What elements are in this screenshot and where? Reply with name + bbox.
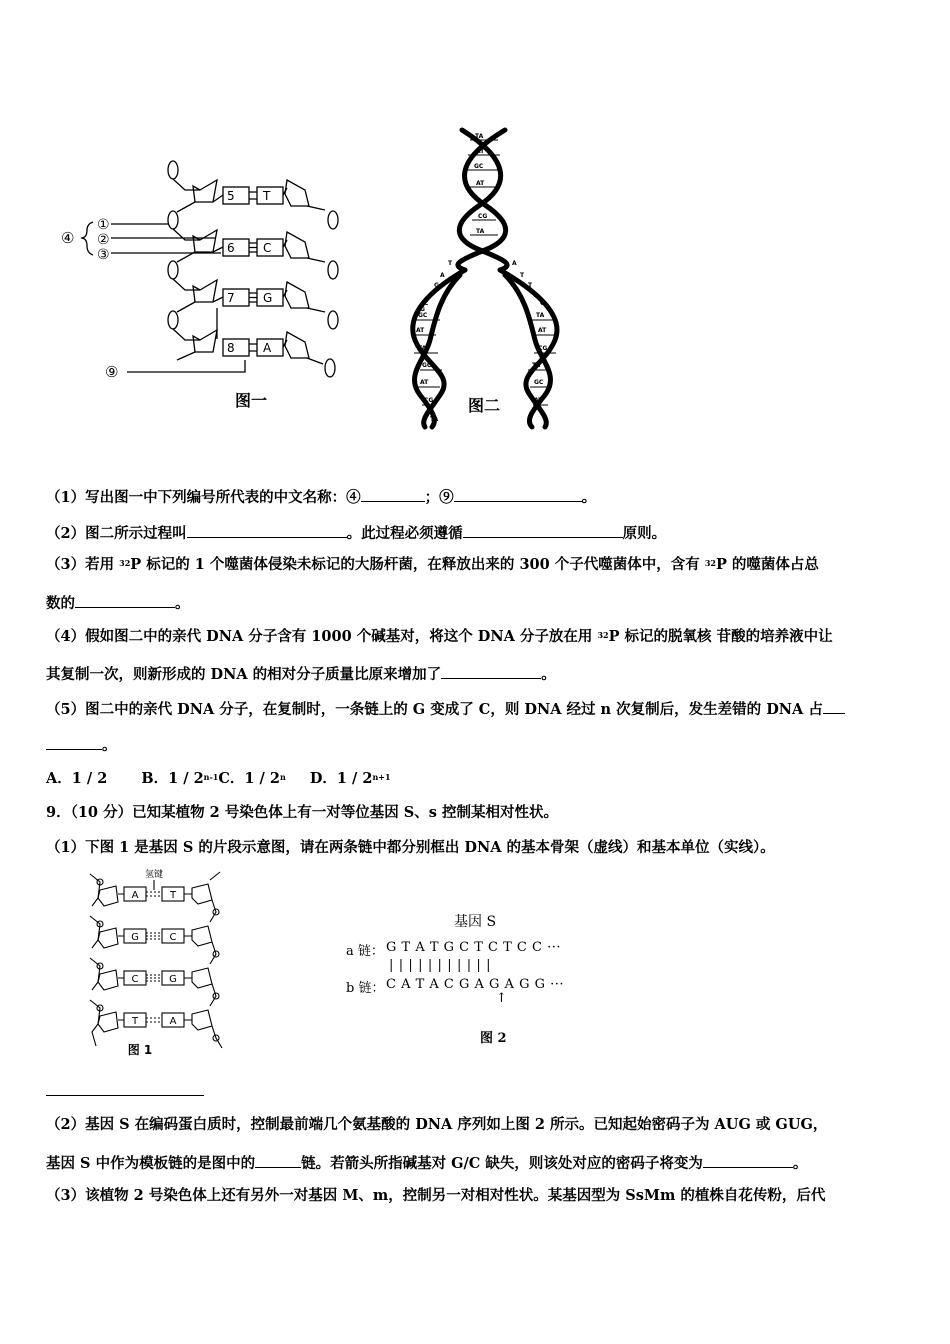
q9-title: 9．（10 分）已知某植物 2 号染色体上有一对等位基因 S、s 控制某相对性状。: [46, 804, 558, 821]
fig2-letter-12: C: [546, 306, 551, 313]
q8-p2-mid: 。此过程必须遵循: [346, 525, 463, 542]
q8-p4-a: （4）假如图二中的亲代 DNA 分子含有 1000 个碱基对，将这个 DNA 分子放在用: [46, 628, 598, 645]
figure-one-caption: 图一: [235, 391, 268, 410]
q9-p2-cont-prefix: 基因 S 中作为模板链的是图中的: [46, 1155, 256, 1172]
option-b-exponent: n-1: [203, 772, 219, 782]
q8-p5-cont-suffix: 。: [102, 737, 117, 754]
fig2-pair-17: GC: [534, 379, 544, 386]
q8-p3-cont-suffix: 。: [175, 595, 190, 612]
fig2-letter-7: A: [512, 260, 517, 267]
answer-blank-process[interactable]: [187, 522, 347, 538]
answer-blank-error-a[interactable]: [823, 698, 845, 714]
h-bond-label: 氢键: [144, 870, 164, 880]
q8-options: [46, 769, 391, 789]
fig2-pair-3: GC: [474, 163, 484, 170]
q8-p3-b: P 标记的 1 个噬菌体侵染未标记的大肠杆菌，在释放出来的 300 个子代噬菌体中，含有: [130, 556, 705, 573]
option-d-exponent: n+1: [372, 772, 391, 782]
b-chain-sequence: C A T A C G A G A G G ···: [386, 977, 565, 992]
fig2-pair-6: TA: [476, 228, 485, 235]
q9-part-3: （3）该植物 2 号染色体上还有另外一对基因 M、m，控制另一对相对性状。某基因型为 SsMm 的植株自花传粉，后代: [46, 1187, 826, 1204]
q8-p3-sup1: 32: [119, 558, 131, 568]
q9-figure-1-caption: 图 1: [127, 1043, 153, 1057]
fig2-letter-1: T: [448, 260, 453, 267]
fig2-pair-9: TA: [418, 345, 427, 352]
base-pair-bars: | | | | | | | | | | |: [389, 958, 492, 973]
answer-blank-codon[interactable]: [703, 1152, 793, 1168]
q8-p4-cont-prefix: 其复制一次，则新形成的 DNA 的相对分子质量比原来增加了: [46, 666, 442, 683]
q9-figure-1-gene-fragment: [78, 868, 258, 1063]
fig2-letter-11: G: [540, 300, 545, 307]
fig1-marker-9: ⑨: [105, 363, 119, 381]
fig1-label-8: 8: [227, 341, 235, 355]
fig2-letter-4: C: [428, 292, 433, 299]
answer-blank-template-chain[interactable]: [255, 1152, 301, 1168]
fig2-pair-1: TA: [475, 133, 484, 140]
fig1-label-C: C: [263, 241, 272, 255]
figure-two-dna-replication: [400, 125, 580, 430]
fig2-letter-8: T: [520, 272, 525, 279]
q9-p2-cont-mid: 链。若箭头所指碱基对 G/C 缺失，则该处对应的密码子将变为: [301, 1155, 703, 1172]
q8-part-3-cont: [46, 592, 190, 614]
q8-p3-c: P 的噬菌体占总: [715, 556, 819, 573]
fig1-marker-2: ②: [97, 232, 110, 248]
q9-fig1-base-A: A: [131, 890, 139, 901]
answer-blank-mass[interactable]: [441, 663, 541, 679]
option-b[interactable]: B．1 / 2: [141, 770, 204, 787]
fig2-pair-19: TA: [430, 416, 439, 423]
fig2-letter-6: G: [420, 306, 425, 313]
q9-fig1-base-T2: T: [131, 1016, 139, 1027]
q8-p4-b: P 标记的脱氧核 苷酸的培养液中让: [608, 628, 833, 645]
option-c-exponent: n: [279, 772, 286, 782]
fig1-label-T: T: [263, 189, 271, 203]
a-chain-sequence: G T A T G C T C T C C ···: [386, 940, 561, 955]
fig2-pair-16: TA: [532, 362, 541, 369]
q9-fig1-base-C: C: [169, 932, 177, 943]
q8-part-5-cont: [46, 734, 117, 756]
q9-fig1-base-G2: G: [169, 974, 177, 985]
q9-part-1: （1）下图 1 是基因 S 的片段示意图，请在两条链中都分别框出 DNA 的基本骨架（虚线）和基本单位（实线）。: [46, 839, 775, 856]
answer-line-figure[interactable]: [46, 1095, 204, 1096]
fig2-letter-5: C: [424, 300, 429, 307]
q9-figure-2-caption: 图 2: [480, 1031, 507, 1046]
q9-part-2-cont: [46, 1152, 807, 1174]
answer-blank-9[interactable]: [454, 486, 582, 502]
answer-blank-ratio[interactable]: [75, 592, 175, 608]
fig2-pair-18: AT: [534, 397, 543, 404]
fig1-label-5: 5: [227, 189, 235, 203]
fig2-pair-8: AT: [416, 327, 425, 334]
figure-two-caption: 图二: [468, 396, 501, 415]
gene-s-title: 基因 S: [454, 914, 497, 930]
q9-fig1-base-C2: C: [131, 974, 139, 985]
fig2-pair-15: CG: [538, 345, 548, 352]
q9-figure-2-gene-sequence: [346, 908, 586, 1048]
q8-p2-prefix: （2）图二所示过程叫: [46, 525, 187, 542]
fig1-marker-1: ①: [97, 217, 110, 233]
fig1-label-A: A: [263, 341, 272, 355]
option-d[interactable]: D．1 / 2: [309, 770, 373, 787]
q8-p3-a: （3）若用: [46, 556, 120, 573]
deletion-arrow: ↑: [496, 991, 507, 1006]
b-chain-label: b 链：: [346, 981, 385, 996]
q8-part-4: [46, 627, 833, 647]
fig2-pair-11: AT: [420, 379, 429, 386]
fig2-pair-13: TA: [536, 312, 545, 319]
q8-p4-sup: 32: [597, 630, 609, 640]
fig2-pair-2: AT: [476, 148, 485, 155]
q9-fig1-base-A2: A: [169, 1016, 177, 1027]
q8-p4-cont-suffix: 。: [541, 666, 556, 683]
q8-part-2: [46, 522, 666, 544]
fig2-pair-5: CG: [478, 213, 488, 220]
q9-fig1-base-T: T: [169, 890, 177, 901]
q8-part-4-cont: [46, 663, 556, 685]
fig2-pair-7: GC: [418, 312, 428, 319]
q8-p3-cont-prefix: 数的: [46, 595, 75, 612]
fig2-letter-3: G: [434, 282, 439, 289]
figure-one-dna-structure: [55, 150, 355, 420]
q8-p2-suffix: 原则。: [622, 525, 667, 542]
q8-p3-sup2: 32: [704, 558, 716, 568]
q9-part-2: （2）基因 S 在编码蛋白质时，控制最前端几个氨基酸的 DNA 序列如上图 2 所示。已知起始密码子为 AUG 或 GUG，: [46, 1116, 828, 1133]
fig1-label-G: G: [263, 291, 273, 305]
fig2-pair-10: GC: [422, 362, 432, 369]
fig2-letter-10: A: [534, 292, 539, 299]
q8-part-3: [46, 555, 819, 575]
fig1-marker-4: ④: [61, 229, 75, 247]
fig1-label-7: 7: [227, 291, 235, 305]
q8-p1-sep: ；⑨: [424, 489, 454, 506]
fig2-pair-12: CG: [424, 397, 434, 404]
fig1-label-6: 6: [227, 241, 235, 255]
q8-part-1: [46, 486, 596, 508]
answer-blank-4[interactable]: [361, 486, 425, 502]
q9-fig1-base-G: G: [131, 932, 139, 943]
fig2-letter-2: A: [440, 272, 445, 279]
q8-part-5: [46, 698, 845, 720]
answer-blank-error-b[interactable]: [46, 734, 102, 750]
fig2-pair-4: AT: [476, 180, 485, 187]
fig2-pair-14: AT: [538, 327, 547, 334]
q8-p5-text: （5）图二中的亲代 DNA 分子，在复制时，一条链上的 G 变成了 C，则 DNA 经过 n 次复制后，发生差错的 DNA 占: [46, 701, 823, 718]
fig2-letter-9: T: [528, 282, 533, 289]
option-a[interactable]: A．1 / 2: [46, 770, 108, 787]
fig1-marker-3: ③: [97, 247, 110, 263]
option-c[interactable]: C．1 / 2: [218, 770, 280, 787]
q8-p1-suffix: 。: [581, 489, 597, 506]
q9-p2-cont-suffix: 。: [792, 1155, 808, 1172]
a-chain-label: a 链：: [346, 944, 384, 959]
q8-p1-prefix: （1）写出图一中下列编号所代表的中文名称：④: [46, 489, 361, 506]
answer-blank-principle[interactable]: [463, 522, 623, 538]
